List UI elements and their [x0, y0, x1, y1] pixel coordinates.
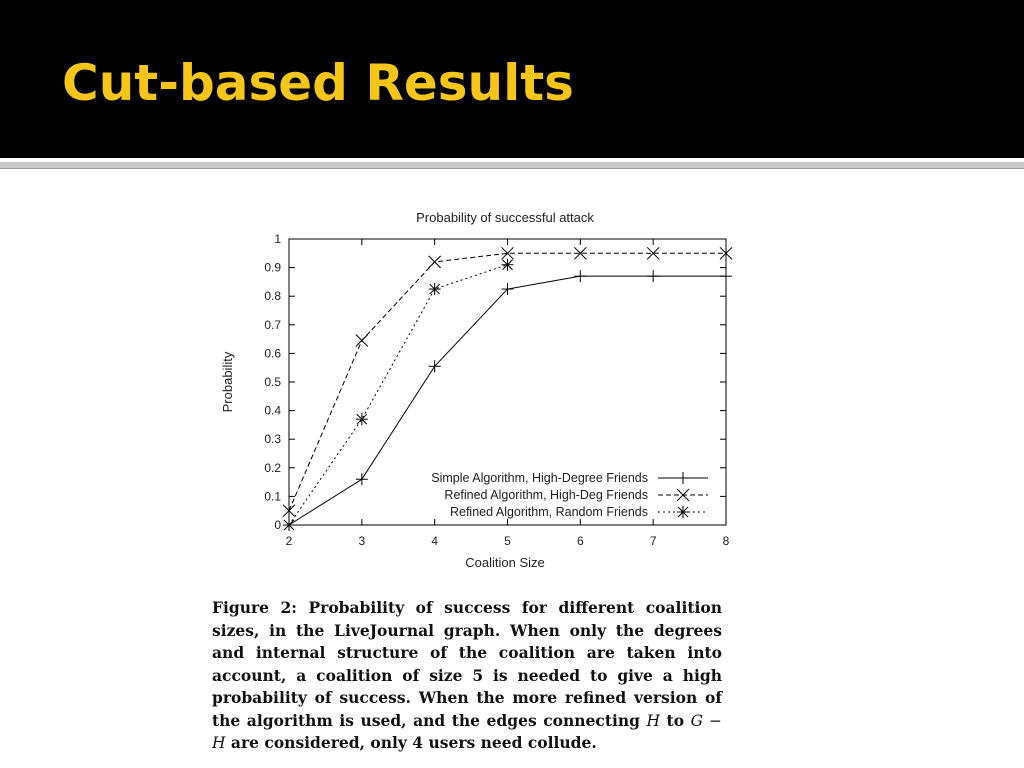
x-tick-label: 4	[431, 534, 439, 548]
legend-label-2: Refined Algorithm, High-Deg Friends	[444, 488, 648, 502]
caption-math-g-minus-h: G − H	[212, 711, 722, 752]
caption-math-h: H	[646, 711, 661, 730]
legend	[431, 471, 708, 519]
data-point-series-2	[356, 335, 368, 347]
y-tick-label: 0.6	[264, 346, 281, 361]
caption-text-2: are considered, only 4 users need collude.	[225, 733, 597, 752]
x-tick-label: 2	[285, 534, 293, 548]
data-point-series-1	[574, 270, 586, 282]
legend-marker-1	[677, 472, 689, 484]
caption-text-to: to	[660, 710, 691, 730]
x-tick-label: 5	[504, 534, 511, 548]
chart-title: Probability of successful attack	[416, 210, 594, 225]
legend-marker-3	[677, 506, 689, 518]
x-axis-label: Coalition Size	[465, 555, 545, 570]
x-tick-label: 6	[576, 534, 584, 548]
y-tick-label: 0.1	[264, 489, 281, 504]
y-tick-label: 1	[274, 232, 281, 246]
data-point-series-1	[720, 270, 732, 282]
legend-label-3: Refined Algorithm, Random Friends	[449, 505, 648, 519]
legend-label-1: Simple Algorithm, High-Degree Friends	[431, 471, 648, 485]
y-tick-label: 0.7	[264, 317, 281, 332]
data-point-series-3	[429, 283, 441, 295]
data-point-series-3	[502, 259, 514, 271]
data-point-series-1	[647, 270, 659, 282]
figure-caption	[212, 597, 722, 755]
y-tick-label: 0.4	[264, 403, 281, 418]
y-tick-label: 0	[274, 518, 281, 532]
y-tick-label: 0.9	[264, 260, 281, 275]
y-tick-label: 0.3	[264, 432, 281, 447]
x-tick-label: 8	[722, 534, 730, 548]
data-point-series-3	[356, 413, 368, 425]
series-line-3	[289, 265, 508, 525]
slide-title: Cut-based Results	[62, 54, 574, 112]
x-tick-label: 7	[649, 534, 657, 548]
y-tick-label: 0.8	[264, 289, 281, 304]
y-axis-label: Probability	[220, 351, 235, 413]
data-point-series-1	[356, 473, 368, 485]
y-tick-label: 0.5	[264, 375, 281, 389]
y-axis	[264, 232, 726, 532]
y-tick-label: 0.2	[264, 460, 281, 475]
data-point-series-3	[283, 519, 295, 531]
x-tick-label: 3	[358, 534, 366, 548]
caption-text-1: Figure 2: Probability of success for different coalition sizes, in the LiveJournal graph. When only the degrees and internal structure of the coalition are taken into account, a coalition of size 5 is needed to give a high probability of success. When the more refined version of the algorithm is used, and the edges connecting	[212, 598, 722, 730]
